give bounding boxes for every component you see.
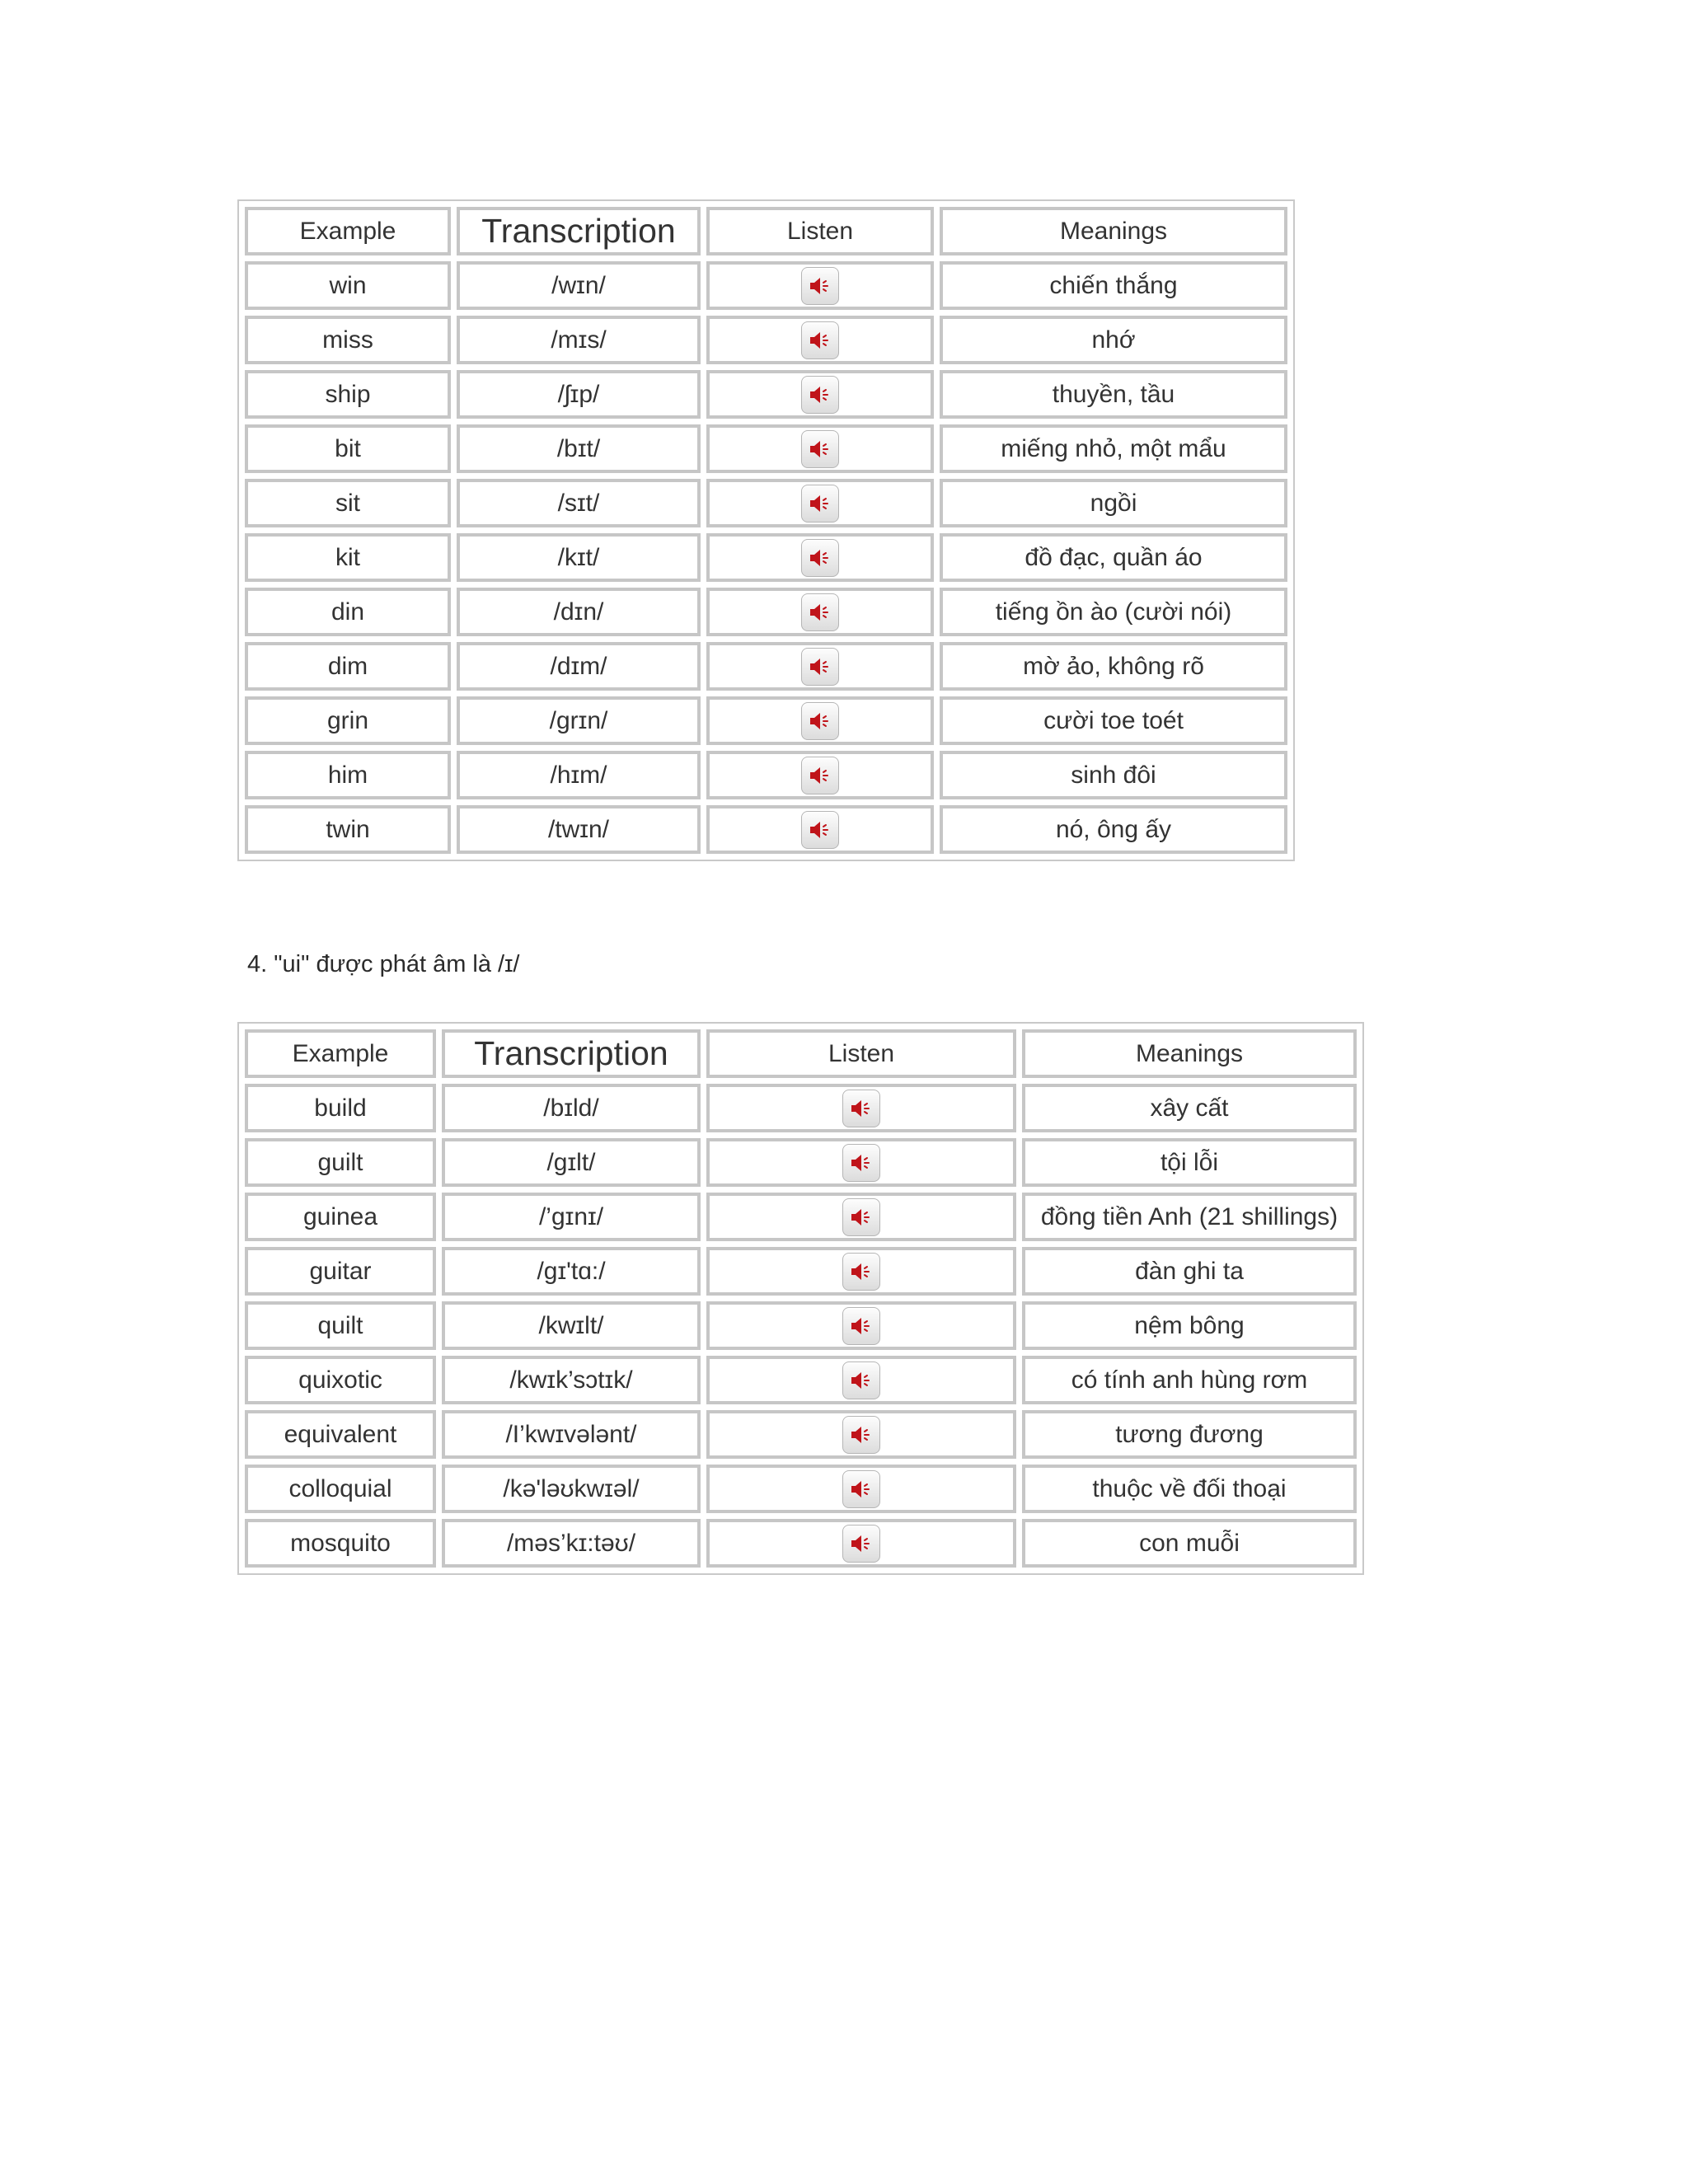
cell-example: kit <box>245 533 451 582</box>
table-row <box>245 479 1287 527</box>
cell-meaning: cười toe toét <box>940 696 1287 745</box>
cell-listen <box>706 1084 1016 1132</box>
speaker-icon[interactable] <box>842 1307 880 1345</box>
table-row <box>245 696 1287 745</box>
cell-transcription: /mɪs/ <box>457 316 701 364</box>
speaker-icon[interactable] <box>801 267 839 305</box>
cell-listen <box>706 1410 1016 1459</box>
speaker-icon[interactable] <box>842 1470 880 1508</box>
vocab-table-2 <box>237 1022 1364 1575</box>
cell-transcription: /məs’kɪ:təʊ/ <box>442 1519 701 1568</box>
cell-meaning: miếng nhỏ, một mẩu <box>940 424 1287 473</box>
speaker-icon[interactable] <box>842 1525 880 1563</box>
cell-listen <box>706 1465 1016 1513</box>
header-listen: Listen <box>706 1029 1016 1078</box>
cell-listen <box>706 1247 1016 1296</box>
table-row <box>245 1084 1357 1132</box>
table-row <box>245 1465 1357 1513</box>
table-row <box>245 261 1287 310</box>
speaker-icon[interactable] <box>842 1144 880 1182</box>
cell-meaning: đồ đạc, quần áo <box>940 533 1287 582</box>
cell-example: build <box>245 1084 436 1132</box>
cell-meaning: thuộc về đối thoại <box>1022 1465 1357 1513</box>
cell-meaning: sinh đôi <box>940 751 1287 799</box>
cell-transcription: /’gɪnɪ/ <box>442 1193 701 1241</box>
speaker-icon[interactable] <box>801 593 839 631</box>
table-row <box>245 588 1287 636</box>
cell-listen <box>706 261 934 310</box>
table-row <box>245 424 1287 473</box>
speaker-icon[interactable] <box>842 1198 880 1236</box>
speaker-icon[interactable] <box>801 757 839 794</box>
cell-example: guitar <box>245 1247 436 1296</box>
cell-transcription: /kwɪk’sɔtɪk/ <box>442 1356 701 1404</box>
cell-transcription: /sɪt/ <box>457 479 701 527</box>
header-transcription: Transcription <box>442 1029 701 1078</box>
table-header-row <box>245 1029 1357 1078</box>
cell-listen <box>706 805 934 854</box>
cell-meaning: nó, ông ấy <box>940 805 1287 854</box>
cell-transcription: /ʃɪp/ <box>457 370 701 419</box>
table-row <box>245 642 1287 691</box>
table-row <box>245 751 1287 799</box>
cell-transcription: /twɪn/ <box>457 805 701 854</box>
cell-example: twin <box>245 805 451 854</box>
cell-transcription: /gɪlt/ <box>442 1138 701 1187</box>
cell-listen <box>706 533 934 582</box>
cell-example: miss <box>245 316 451 364</box>
table-body <box>245 1084 1357 1568</box>
speaker-icon[interactable] <box>801 485 839 523</box>
cell-transcription: /I’kwɪvələnt/ <box>442 1410 701 1459</box>
speaker-icon[interactable] <box>842 1416 880 1454</box>
cell-meaning: đồng tiền Anh (21 shillings) <box>1022 1193 1357 1241</box>
cell-transcription: /hɪm/ <box>457 751 701 799</box>
cell-listen <box>706 751 934 799</box>
header-example: Example <box>245 1029 436 1078</box>
table-row <box>245 1301 1357 1350</box>
table-row <box>245 1356 1357 1404</box>
cell-meaning: tương đương <box>1022 1410 1357 1459</box>
cell-example: guinea <box>245 1193 436 1241</box>
table-row <box>245 1247 1357 1296</box>
header-example: Example <box>245 207 451 255</box>
cell-listen <box>706 370 934 419</box>
cell-meaning: chiến thắng <box>940 261 1287 310</box>
cell-example: grin <box>245 696 451 745</box>
cell-meaning: xây cất <box>1022 1084 1357 1132</box>
cell-listen <box>706 424 934 473</box>
cell-transcription: /wɪn/ <box>457 261 701 310</box>
cell-transcription: /bɪld/ <box>442 1084 701 1132</box>
cell-meaning: nhớ <box>940 316 1287 364</box>
cell-listen <box>706 696 934 745</box>
cell-meaning: ngồi <box>940 479 1287 527</box>
cell-meaning: tội lỗi <box>1022 1138 1357 1187</box>
cell-listen <box>706 1138 1016 1187</box>
cell-example: him <box>245 751 451 799</box>
cell-example: win <box>245 261 451 310</box>
cell-example: sit <box>245 479 451 527</box>
cell-listen <box>706 642 934 691</box>
speaker-icon[interactable] <box>801 430 839 468</box>
speaker-icon[interactable] <box>801 376 839 414</box>
cell-example: bit <box>245 424 451 473</box>
header-meanings: Meanings <box>1022 1029 1357 1078</box>
table-row <box>245 1410 1357 1459</box>
cell-listen <box>706 479 934 527</box>
cell-example: guilt <box>245 1138 436 1187</box>
cell-example: quilt <box>245 1301 436 1350</box>
cell-listen <box>706 1301 1016 1350</box>
vocab-table-1 <box>237 199 1295 861</box>
table-row <box>245 1519 1357 1568</box>
cell-transcription: /grɪn/ <box>457 696 701 745</box>
cell-example: mosquito <box>245 1519 436 1568</box>
speaker-icon[interactable] <box>801 539 839 577</box>
speaker-icon[interactable] <box>842 1253 880 1291</box>
cell-example: quixotic <box>245 1356 436 1404</box>
table-body <box>245 261 1287 854</box>
cell-example: equivalent <box>245 1410 436 1459</box>
table-row <box>245 1138 1357 1187</box>
cell-meaning: đàn ghi ta <box>1022 1247 1357 1296</box>
speaker-icon[interactable] <box>801 321 839 359</box>
cell-example: dim <box>245 642 451 691</box>
cell-meaning: tiếng ồn ào (cười nói) <box>940 588 1287 636</box>
speaker-icon[interactable] <box>801 811 839 849</box>
cell-transcription: /kɪt/ <box>457 533 701 582</box>
cell-meaning: con muỗi <box>1022 1519 1357 1568</box>
cell-listen <box>706 1519 1016 1568</box>
speaker-icon[interactable] <box>801 648 839 686</box>
cell-meaning: nệm bông <box>1022 1301 1357 1350</box>
section-heading: 4. "ui" được phát âm là /ɪ/ <box>247 951 520 977</box>
cell-transcription: /kə'ləʊkwɪəl/ <box>442 1465 701 1513</box>
cell-transcription: /dɪm/ <box>457 642 701 691</box>
speaker-icon[interactable] <box>801 702 839 740</box>
speaker-icon[interactable] <box>842 1090 880 1127</box>
cell-example: ship <box>245 370 451 419</box>
cell-listen <box>706 1356 1016 1404</box>
cell-example: din <box>245 588 451 636</box>
cell-listen <box>706 1193 1016 1241</box>
cell-transcription: /gɪ'tɑ:/ <box>442 1247 701 1296</box>
table-header-row <box>245 207 1287 255</box>
cell-meaning: có tính anh hùng rơm <box>1022 1356 1357 1404</box>
header-listen: Listen <box>706 207 934 255</box>
table-row <box>245 805 1287 854</box>
cell-example: colloquial <box>245 1465 436 1513</box>
speaker-icon[interactable] <box>842 1361 880 1399</box>
table-row <box>245 533 1287 582</box>
cell-transcription: /bɪt/ <box>457 424 701 473</box>
cell-listen <box>706 588 934 636</box>
table-row <box>245 1193 1357 1241</box>
cell-transcription: /dɪn/ <box>457 588 701 636</box>
header-meanings: Meanings <box>940 207 1287 255</box>
cell-meaning: thuyền, tầu <box>940 370 1287 419</box>
table-row <box>245 370 1287 419</box>
cell-meaning: mờ ảo, không rõ <box>940 642 1287 691</box>
table-row <box>245 316 1287 364</box>
cell-listen <box>706 316 934 364</box>
header-transcription: Transcription <box>457 207 701 255</box>
cell-transcription: /kwɪlt/ <box>442 1301 701 1350</box>
